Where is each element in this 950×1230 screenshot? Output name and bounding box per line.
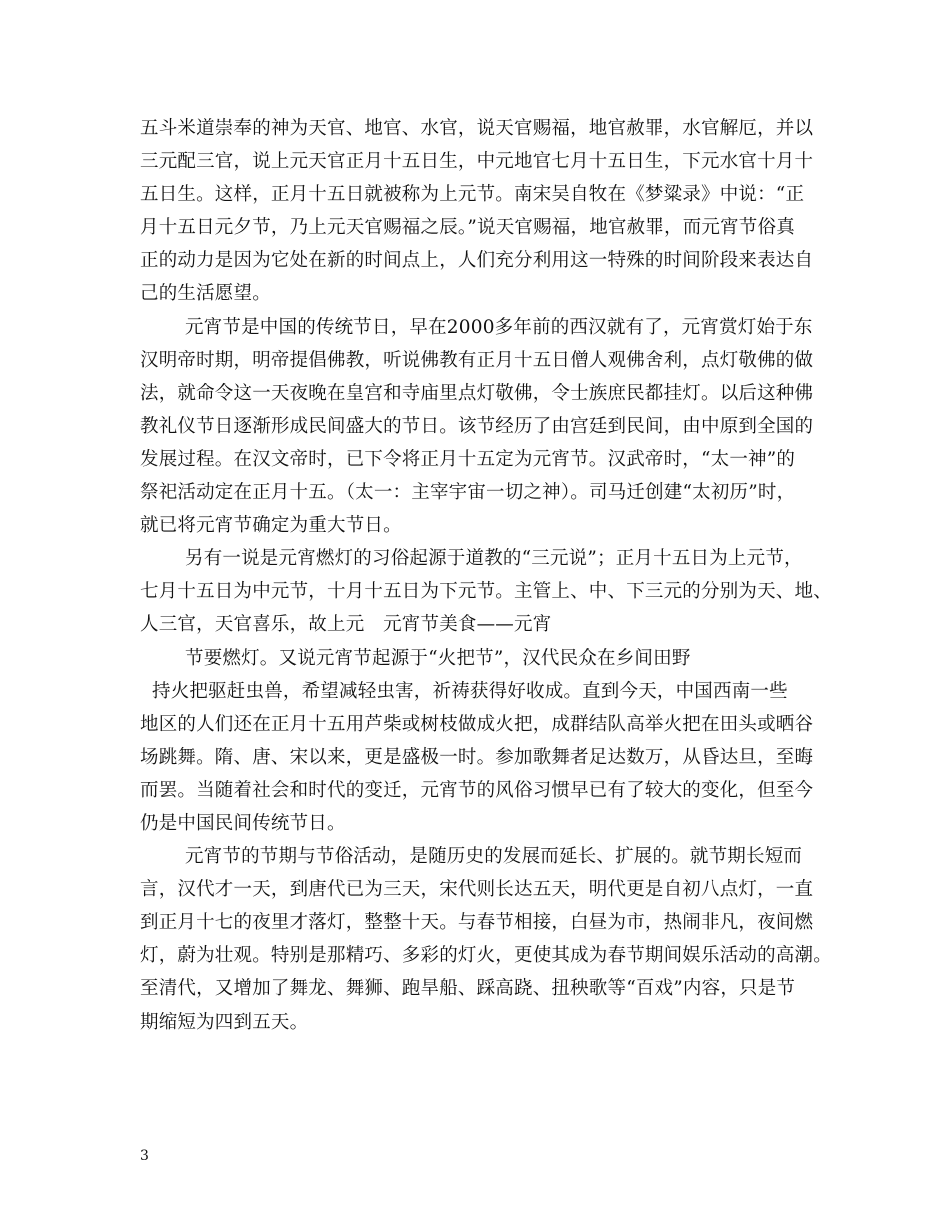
text-line: 五日生。这样，正月十五日就被称为上元节。南宋吴自牧在《梦粱录》中说：“正 (140, 184, 805, 206)
page-number: 3 (140, 1148, 149, 1164)
text-line: 言，汉代才一天，到唐代已为三天，宋代则长达五天，明代更是自初八点灯，一直 (140, 879, 814, 901)
text-line: 仍是中国民间传统节日。 (140, 812, 346, 834)
text-line: 元宵节的节期与节俗活动，是随历史的发展而延长、扩展的。就节期长短而 (185, 846, 803, 868)
text-line: 月十五日元夕节，乃上元天官赐福之辰。”说天官赐福，地官赦罪，而元宵节俗真 (140, 217, 795, 239)
body-text (140, 112, 832, 1039)
text-line: 持火把驱赶虫兽，希望减轻虫害，祈祷获得好收成。直到今天，中国西南一些 (152, 680, 788, 702)
text-line: 七月十五日为中元节，十月十五日为下元节。主管上、中、下三元的分别为天、地、 (140, 581, 832, 603)
text-line: 祭祀活动定在正月十五。（太一：主宰宇宙一切之神）。司马迁创建“太初历”时， (140, 482, 796, 504)
text-line: 灯，蔚为壮观。特别是那精巧、多彩的灯火，更使其成为春节期间娱乐活动的高潮。 (140, 945, 832, 967)
text-line: 就已将元宵节确定为重大节日。 (140, 515, 402, 537)
text-line: 五斗米道崇奉的神为天官、地官、水官，说天官赐福，地官赦罪，水官解厄，并以 (140, 118, 814, 139)
text-line: 三元配三官，说上元天官正月十五日生，中元地官七月十五日生，下元水官十月十 (140, 151, 814, 173)
text-line: 地区的人们还在正月十五用芦柴或树枝做成火把，成群结队高举火把在田头或晒谷 (140, 713, 814, 735)
text-line: 人三官，天官喜乐，故上元 元宵节美食——元宵 (140, 614, 552, 636)
text-line: 汉明帝时期，明帝提倡佛教，听说佛教有正月十五日僧人观佛舍利，点灯敬佛的做 (140, 349, 814, 371)
text-line: 节要燃灯。又说元宵节起源于“火把节”，汉代民众在乡间田野 (185, 647, 691, 669)
text-line: 正的动力是因为它处在新的时间点上，人们充分利用这一特殊的时间阶段来表达自 (140, 250, 814, 272)
text-line: 法，就命令这一天夜晚在皇宫和寺庙里点灯敬佛，令士族庶民都挂灯。以后这种佛 (140, 382, 814, 404)
text-line: 到正月十七的夜里才落灯，整整十天。与春节相接，白昼为市，热闹非凡，夜间燃 (140, 912, 814, 934)
text-line: 至清代，又增加了舞龙、舞狮、跑旱船、踩高跷、扭秧歌等“百戏”内容，只是节 (140, 978, 796, 1000)
text-line: 期缩短为四到五天。 (140, 1011, 309, 1033)
text-line: 另有一说是元宵燃灯的习俗起源于道教的“三元说”；正月十五日为上元节， (185, 548, 803, 570)
text-line: 而罢。当随着社会和时代的变迁，元宵节的风俗习惯早已有了较大的变化，但至今 (140, 779, 814, 801)
text-line: 元宵节是中国的传统节日，早在2000多年前的西汉就有了，元宵赏灯始于东 (185, 316, 813, 338)
text-line: 发展过程。在汉文帝时，已下令将正月十五定为元宵节。汉武帝时，“太一神”的 (140, 448, 796, 470)
text-line: 己的生活愿望。 (140, 283, 271, 305)
text-line: 教礼仪节日逐渐形成民间盛大的节日。该节经历了由宫廷到民间，由中原到全国的 (140, 415, 814, 437)
text-line: 场跳舞。隋、唐、宋以来，更是盛极一时。参加歌舞者足达数万，从昏达旦，至晦 (140, 746, 814, 768)
